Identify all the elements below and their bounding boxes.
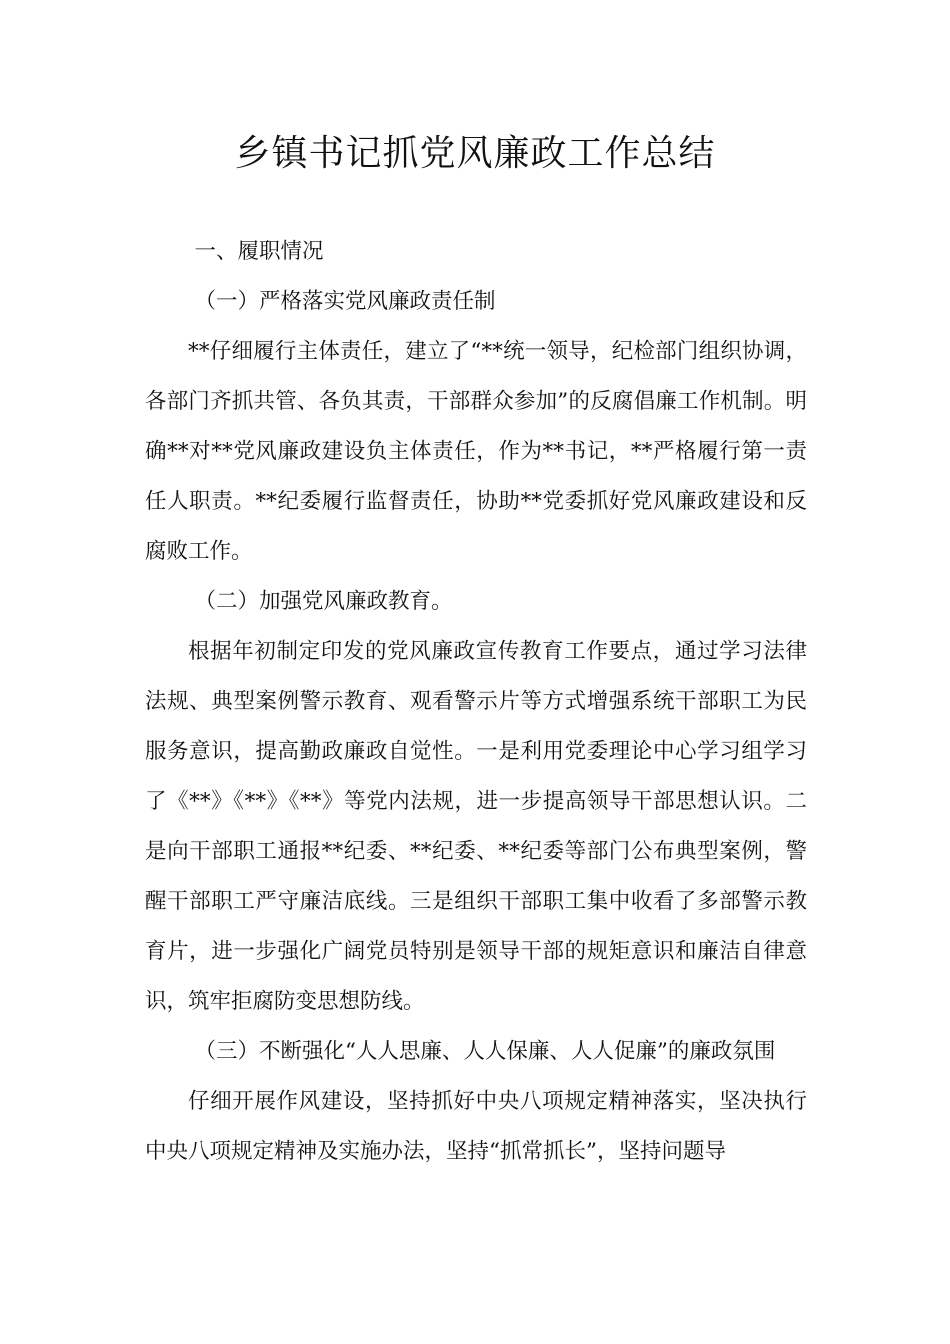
paragraph-education: 根据年初制定印发的党风廉政宣传教育工作要点，通过学习法律法规、典型案例警示教育、观看警示片等方式增强系统干部职工为民服务意识，提高勤政廉政自觉性。一是利用党委理论中心学习组学习了《**》《**》《**》等党内法规，进一步提高领导干部思想认识。二是向干部职工通报**纪委、**纪委、**纪委等部门公布典型案例，警醒干部职工严守廉洁底线。三是组织干部职工集中收看了多部警示教育片，进一步强化广阔党员特别是领导干部的规矩意识和廉洁自律意识，筑牢拒腐防变思想防线。 (145, 639, 807, 1014)
subsection-heading-2: （二）加强党风廉政教育。 (194, 589, 453, 614)
subsection-heading-3: （三）不断强化“人人思廉、人人保廉、人人促廉”的廉政氛围 (194, 1039, 776, 1064)
paragraph-work-style: 仔细开展作风建设，坚持抓好中央八项规定精神落实，坚决执行中央八项规定精神及实施办法，坚持“抓常抓长”，坚持问题导 (145, 1089, 807, 1164)
paragraph-responsibility: **仔细履行主体责任，建立了“**统一领导，纪检部门组织协调，各部门齐抓共管、各负其责，干部群众参加”的反腐倡廉工作机制。明确**对**党风廉政建设负主体责任，作为**书记，**严格履行第一责任人职责。**纪委履行监督责任，协助**党委抓好党风廉政建设和反腐败工作。 (145, 339, 807, 564)
document-title: 乡镇书记抓党风廉政工作总结 (234, 133, 716, 174)
section-heading-1: 一、履职情况 (194, 239, 324, 264)
subsection-heading-1: （一）严格落实党风廉政责任制 (194, 289, 496, 314)
document-body (145, 227, 807, 1177)
